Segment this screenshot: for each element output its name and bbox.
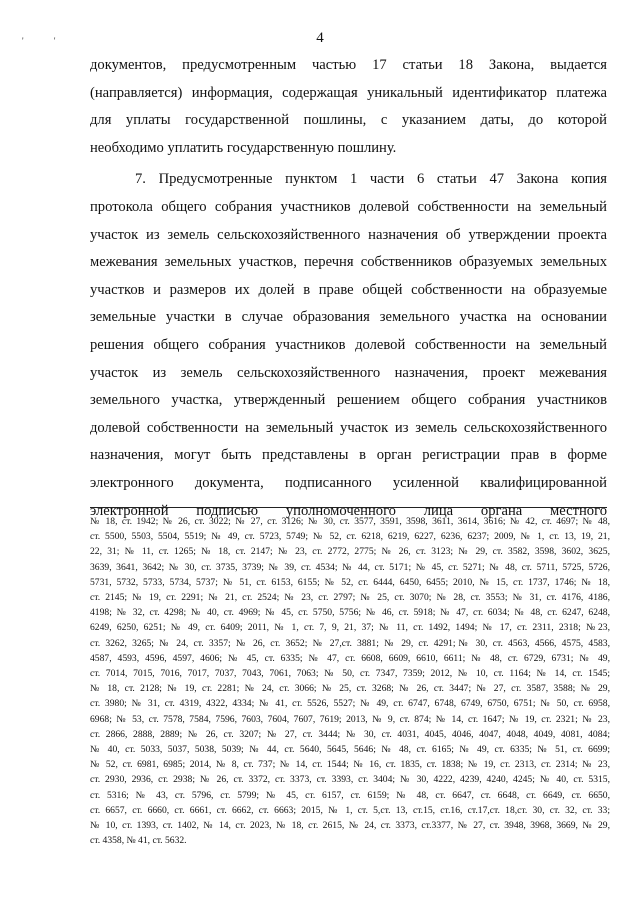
text-line: долевой собственности на земельный участок из земель сельскохозяйственного <box>90 419 607 436</box>
footnote-line: ст. 5316; № 43, ст. 5796, ст. 5799; № 45, ст. 6157, ст. 6159; № 48, ст. 6647, ст. 6648, ст. 6649, ст. 6650, <box>90 789 610 801</box>
text-line: земельные участки в случае образования земельного участка на основании <box>90 309 607 326</box>
footnote-line: № 18, ст. 2128; № 19, ст. 2281; № 24, ст. 3066; № 25, ст. 3268; № 26, ст. 3447; № 27, ст. 3587, 3588; № 29, <box>90 683 610 695</box>
text-line: решения общего собрания участников долевой собственности на земельный <box>90 336 607 353</box>
text-line: назначения, могут быть представлены в орган регистрации прав в форме <box>90 447 607 464</box>
text-line: для уплаты государственной пошлины, с указанием даты, до которой <box>90 112 607 129</box>
footnote-line: № 40, ст. 5033, 5037, 5038, 5039; № 44, ст. 5640, 5645, 5646; № 48, ст. 6165; № 49, ст. 6335; № 51, ст. 6699; <box>90 744 610 756</box>
footnote-line: 4198; № 32, ст. 4298; № 40, ст. 4969; № 45, ст. 5750, 5756; № 46, ст. 5918; № 47, ст. 6034; № 48, ст. 6247, 6248, <box>90 607 610 619</box>
footnote-line: ст. 7014, 7015, 7016, 7017, 7037, 7043, 7061, 7063; № 50, ст. 7347, 7359; 2012, № 10, ст. 1164; № 14, ст. 1545; <box>90 668 610 680</box>
text-line: электронной подписью уполномоченного лица органа местного <box>90 502 607 519</box>
footnote-line: ст. 2930, 2936, ст. 2938; № 26, ст. 3372, ст. 3373, ст. 3393, ст. 3404; № 30, 4222, 4239, 4240, 4245; № 40, ст. 5315, <box>90 774 610 786</box>
text-line: (направляется) информация, содержащая уникальный идентификатор платежа <box>90 84 607 101</box>
paragraph-7-start: 7. Предусмотренные пунктом 1 части 6 статьи 47 Закона копия <box>135 171 607 188</box>
footnote-line: 4587, 4593, 4596, 4597, 4606; № 45, ст. 6335; № 47, ст. 6608, 6609, 6610, 6611; № 48, ст. 6729, 6731; № 49, <box>90 652 610 664</box>
text-line: необходимо уплатить государственную пошлину. <box>90 139 397 156</box>
footnote-line: 3639, 3641, 3642; № 30, ст. 3735, 3739; № 39, ст. 4534; № 44, ст. 5171; № 45, ст. 5271; № 48, ст. 5711, 5725, 5726, <box>90 561 610 573</box>
text-line: электронного документа, подписанного усиленной квалифицированной <box>90 474 607 491</box>
footnote-line: ст. 3262, 3265; № 24, ст. 3357; № 26, ст. 3652; № 27,ст. 3881; № 29, ст. 4291;№ 30, ст. 4563, 4566, 4575, 4583, <box>90 637 610 649</box>
footnote-line: ст. 2866, 2888, 2889; № 26, ст. 3207; № 27, ст. 3444; № 30, ст. 4031, 4045, 4046, 4047, 4048, 4049, 4081, 4084; <box>90 728 610 740</box>
footnote-line: ст. 4358, № 41, ст. 5632. <box>90 835 187 847</box>
text-line: земельного участка, утвержденный решением общего собрания участников <box>90 392 607 409</box>
page-number: 4 <box>316 30 324 46</box>
text-line: участков и размеров их долей в праве общей собственности на образуемые <box>90 281 607 298</box>
footnote-line: 5731, 5732, 5733, 5734, 5737; № 51, ст. 6153, 6155; № 52, ст. 6444, 6450, 6455; 2010, № 15, ст. 1737, 1746; № 18, <box>90 576 610 588</box>
text-line: межевания земельных участков, перечня собственников образуемых земельных <box>90 254 607 271</box>
footnote-line: № 52, ст. 6981, 6985; 2014, № 8, ст. 737; № 14, ст. 1544; № 16, ст. 1835, ст. 1838; № 19, ст. 2313, ст. 2314; № 23, <box>90 759 610 771</box>
footnote-line: ст. 3980; № 31, ст. 4319, 4322, 4334; № 41, ст. 5526, 5527; № 49, ст. 6747, 6748, 6749, 6750, 6751; № 50, ст. 6958, <box>90 698 610 710</box>
footnote-line: № 10, ст. 1393, ст. 1402, № 14, ст. 2023, № 18, ст. 2615, № 24, ст. 3373, ст.3377, № 27, ст. 3948, 3968, 3669, № 29, <box>90 820 610 832</box>
footnote-line: 6968; № 53, ст. 7578, 7584, 7596, 7603, 7604, 7607, 7619; 2013, № 9, ст. 874; № 14, ст. 1647; № 19, ст. 2321; № 23, <box>90 713 610 725</box>
text-line: участок из земель сельскохозяйственного назначения, проект межевания <box>90 364 607 381</box>
footnote-line: ст. 2145; № 19, ст. 2291; № 21, ст. 2524; № 23, ст. 2797; № 25, ст. 3070; № 28, ст. 3553; № 31, ст. 4176, 4186, <box>90 592 610 604</box>
footnote-divider <box>90 507 607 508</box>
text-line: документов, предусмотренным частью 17 статьи 18 Закона, выдается <box>90 57 607 73</box>
main-text <box>90 52 607 525</box>
footnote <box>90 514 610 848</box>
footnote-line: 6249, 6250, 6251; № 49, ст. 6409; 2011, № 1, ст. 7, 9, 21, 37; № 11, ст. 1492, 1494; № 17, ст. 2311, 2318; №23, <box>90 622 610 634</box>
footnote-line: ст. 5500, 5503, 5504, 5519; № 49, ст. 5723, 5749; № 52, ст. 6218, 6219, 6227, 6236, 6237; 2009, № 1, ст. 13, 19, 21, <box>90 531 610 543</box>
footnote-line: № 18, ст. 1942; № 26, ст. 3022; № 27, ст. 3126; № 30, ст. 3577, 3591, 3598, 3611, 3614, 3616; № 42, ст. 4697; № 48, <box>90 516 610 527</box>
footnote-line: 22, 31; № 11, ст. 1265; № 18, ст. 2147; № 23, ст. 2772, 2775; № 26, ст. 3123; № 29, ст. 3582, 3598, 3602, 3625, <box>90 546 610 558</box>
footnote-line: ст. 6657, ст. 6660, ст. 6661, ст. 6662, ст. 6663; 2015, № 1, ст. 5,ст. 13, ст.15, ст.16, ст.17,ст. 18,ст. 30, ст. 32, ст. 33; <box>90 804 610 816</box>
text-line: протокола общего собрания участников долевой собственности на земельный <box>90 198 607 215</box>
scan-marks: ' ' <box>22 36 70 46</box>
text-line: участок из земель сельскохозяйственного назначения об утверждении проекта <box>90 226 607 243</box>
